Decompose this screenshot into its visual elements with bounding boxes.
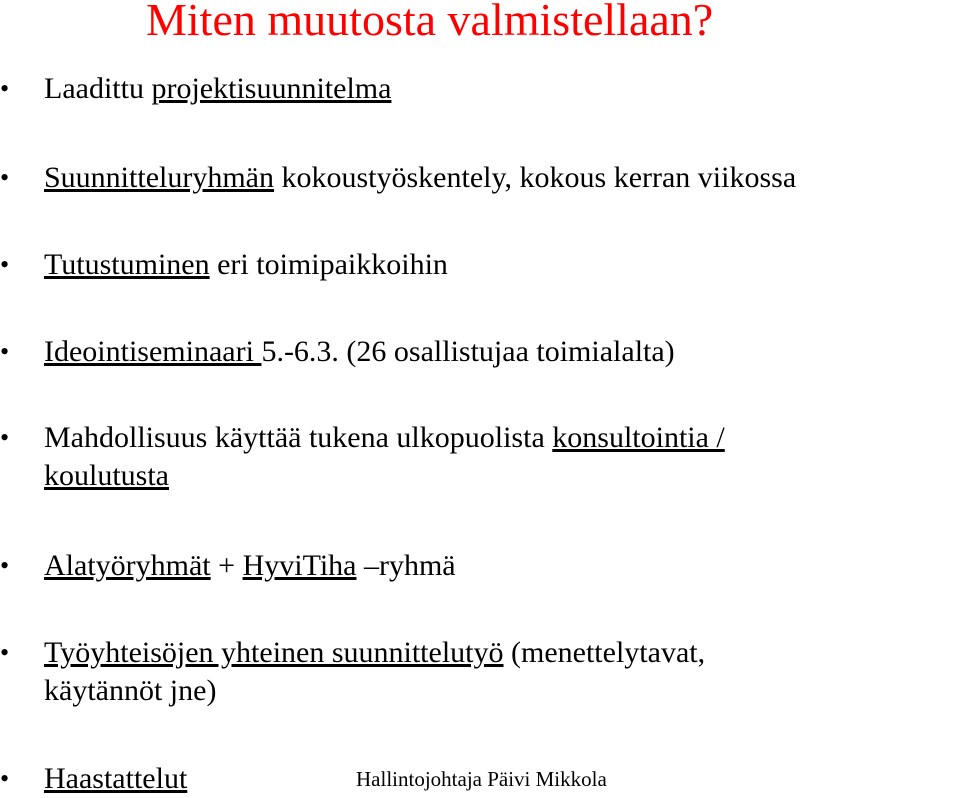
bullet-icon: • xyxy=(0,551,10,580)
bullet-icon: • xyxy=(0,638,10,667)
alatyoryhmat-link[interactable]: Alatyöryhmät xyxy=(44,549,211,582)
bullet-icon: • xyxy=(0,163,10,192)
bullet-icon: • xyxy=(0,423,10,452)
projektisuunnitelma-link[interactable]: projektisuunnitelma xyxy=(151,72,392,105)
bullet-icon: • xyxy=(0,250,10,279)
bullet-text: kokoustyöskentely, kokous kerran viikossa xyxy=(273,161,797,194)
bullet-icon: • xyxy=(0,337,10,366)
bullet-icon: • xyxy=(0,764,10,793)
bullet-text: Mahdollisuus käyttää tukena ulkopuolista xyxy=(44,421,553,454)
bullet-text: –ryhmä xyxy=(356,549,456,582)
suunnittelutyo-link[interactable]: Työyhteisöjen yhteinen suunnittelutyö xyxy=(44,636,504,669)
bullet-text: 5.-6.3. (26 osallistujaa toimialalta) xyxy=(261,335,675,368)
bullet-text: + xyxy=(210,549,243,582)
footer-author: Hallintojohtaja Päivi Mikkola xyxy=(356,767,607,791)
bullet-text: eri toimipaikkoihin xyxy=(209,248,448,281)
suunnitteluryhma-link[interactable]: Suunnitteluryhmän xyxy=(44,161,274,194)
koulutusta-link[interactable]: koulutusta xyxy=(44,459,169,492)
haastattelut-link[interactable]: Haastattelut xyxy=(44,762,188,795)
hyvitiha-link[interactable]: HyviTiha xyxy=(242,549,357,582)
slide-title: Miten muutosta valmistellaan? xyxy=(146,0,714,45)
bullet-text: Laadittu xyxy=(44,72,152,105)
tutustuminen-link[interactable]: Tutustuminen xyxy=(44,248,210,281)
bullet-text: käytännöt jne) xyxy=(44,674,217,707)
konsultointia-link[interactable]: konsultointia / xyxy=(552,421,725,454)
bullet-text: (menettelytavat, xyxy=(503,636,706,669)
ideointiseminaari-link[interactable]: Ideointiseminaari xyxy=(44,335,262,368)
bullet-icon: • xyxy=(0,74,10,103)
